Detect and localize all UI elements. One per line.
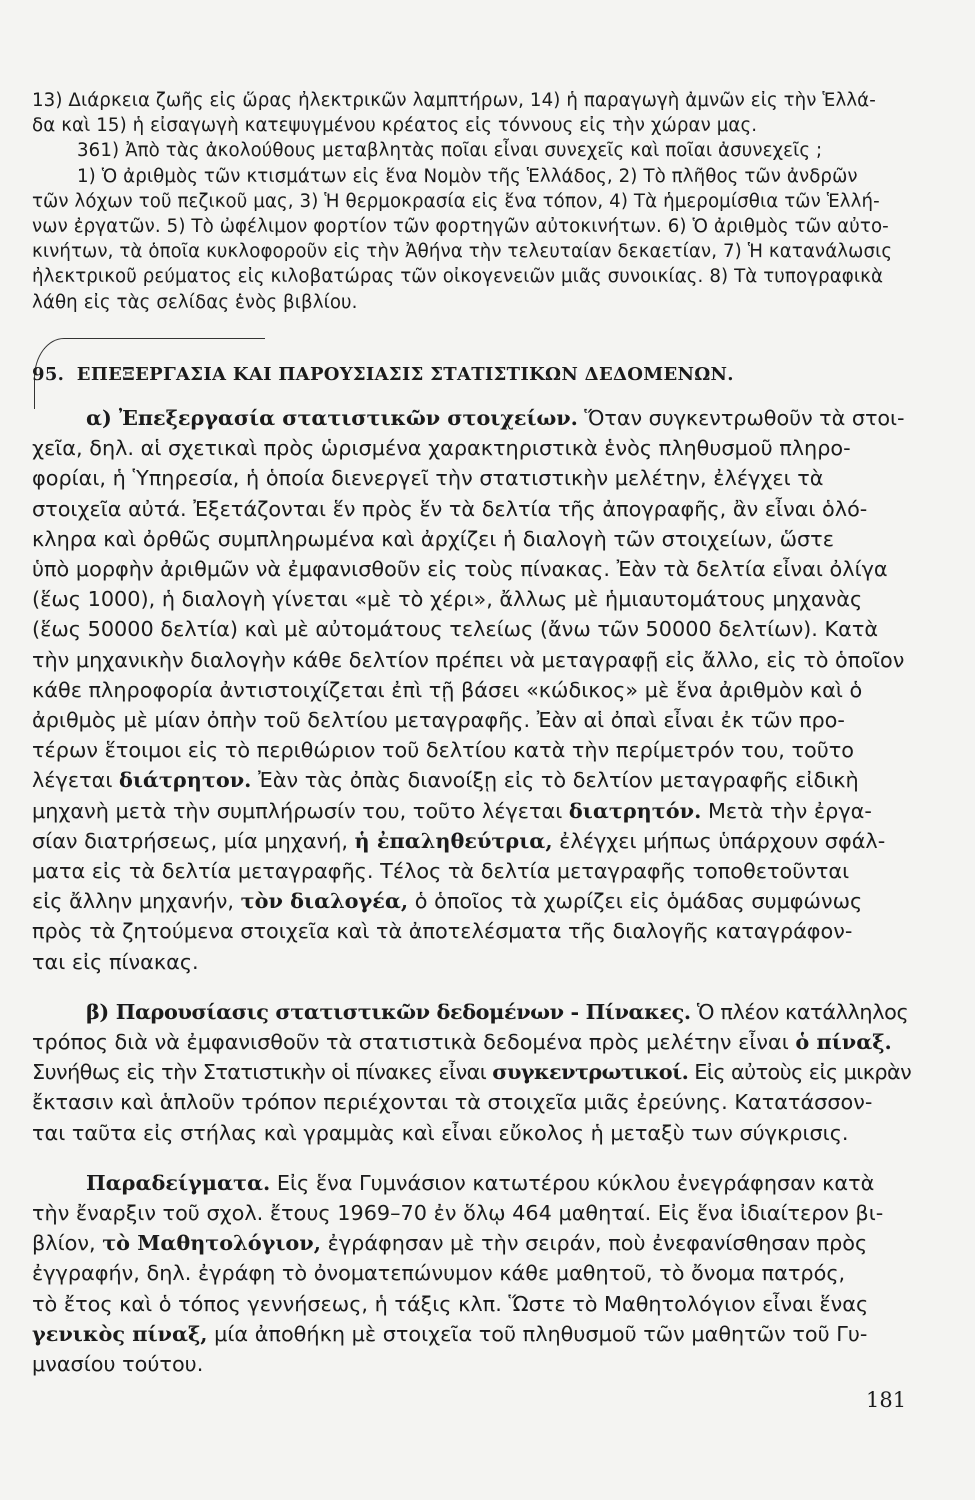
- text-line: 1) Ὁ ἀριθμὸς τῶν κτισμάτων εἰς ἕνα Νομὸν τῆς Ἑλλάδος, 2) Τὸ πλῆθος τῶν ἀνδρῶν: [77, 165, 858, 187]
- text-line: χεῖα, δηλ. αἱ σχετικαὶ πρὸς ὡρισμένα χαρακτηριστικὰ ἑνὸς πληθυσμοῦ πληρο-: [32, 436, 851, 461]
- body-text: [32, 403, 912, 1379]
- text-line: α) Ἐπεξεργασία στατιστικῶν στοιχείων. Ὅταν συγκεντρωθοῦν τὰ στοι-: [86, 405, 905, 430]
- text-line: λέγεται διάτρητον. Ἐὰν τὰς ὀπὰς διανοίξῃ εἰς τὸ δελτίον μεταγραφῆς εἰδικὴ: [32, 767, 859, 793]
- term-epalitheftria: ἡ ἐπαληθεύτρια,: [354, 827, 553, 853]
- text-line: στοιχεῖα αὐτά. Ἐξετάζονται ἕν πρὸς ἕν τὰ δελτία τῆς ἀπογραφῆς, ἂν εἶναι ὁλό-: [32, 496, 868, 521]
- text-line: Συνήθως εἰς τὴν Στατιστικὴν οἱ πίνακες εἶναι συγκεντρωτικοί. Εἰς αὐτοὺς εἰς μικρὰν: [32, 1059, 912, 1085]
- text-line: τὴν μηχανικὴν διαλογὴν κάθε δελτίον πρέπει νὰ μεταγραφῇ εἰς ἄλλο, εἰς τὸ ὁποῖον: [32, 647, 905, 672]
- term-diatriton: διάτρητον.: [118, 767, 252, 793]
- section-title: ΕΠΕΞΕΡΓΑΣΙΑ ΚΑΙ ΠΑΡΟΥΣΙΑΣΙΣ ΣΤΑΤΙΣΤΙΚΩΝ ΔΕΔΟΜΕΝΩΝ.: [76, 364, 734, 385]
- text-line: σίαν διατρήσεως, μία μηχανή, ἡ ἐπαληθεύτρια, ἐλέγχει μήπως ὑπάρχουν σφάλ-: [32, 827, 886, 853]
- text-line: ἔκτασιν καὶ ἁπλοῦν τρόπον περιέχονται τὰ στοιχεῖα μιᾶς ἐρεύνης. Κατατάσσον-: [32, 1090, 873, 1115]
- text-line: τέρων ἕτοιμοι εἰς τὸ περιθώριον τοῦ δελτίου κατὰ τὴν περίμετρόν του, τοῦτο: [32, 738, 855, 763]
- text-line: ματα εἰς τὰ δελτία μεταγραφῆς. Τέλος τὰ δελτία μεταγραφῆς τοποθετοῦνται: [32, 859, 850, 884]
- term-pinax: ὁ πίναξ.: [795, 1029, 892, 1055]
- text-line: β) Παρουσίασις στατιστικῶν δεδομένων - Πίνακες. Ὁ πλέον κατάλληλος: [86, 998, 909, 1024]
- text-line: εἰς ἄλλην μηχανήν, τὸν διαλογέα, ὁ ὁποῖος τὰ χωρίζει εἰς ὁμάδας συμφώνως: [32, 888, 863, 914]
- text-line: δα καὶ 15) ἡ εἰσαγωγὴ κατεψυγμένου κρέατος εἰς τόννους εἰς τὴν χώραν μας.: [32, 115, 758, 137]
- text-line: ται ταῦτα εἰς στήλας καὶ γραμμὰς καὶ εἶναι εὔκολος ἡ μεταξὺ των σύγκρισις.: [32, 1120, 849, 1145]
- question-361: 361) Ἀπὸ τὰς ἀκολούθους μεταβλητὰς ποῖαι εἶναι συνεχεῖς καὶ ποῖαι ἀσυνεχεῖς ;: [77, 140, 823, 162]
- text-line: πρὸς τὰ ζητούμενα στοιχεῖα καὶ τὰ ἀποτελέσματα τῆς διαλογῆς καταγράφον-: [32, 919, 853, 944]
- text-line: μηχανὴ μετὰ τὴν συμπλήρωσίν του, τοῦτο λέγεται διατρητόν. Μετὰ τὴν ἐργα-: [32, 797, 872, 823]
- text-line: τὴν ἔναρξιν τοῦ σχολ. ἔτους 1969–70 ἐν ὅλῳ 464 μαθηταί. Εἰς ἕνα ἰδιαίτερον βι-: [32, 1201, 884, 1226]
- text-line: (ἕως 1000), ἡ διαλογὴ γίνεται «μὲ τὸ χέρι», ἄλλως μὲ ἡμιαυτομάτους μηχανὰς: [32, 587, 863, 612]
- term-synkentrotikoi: συγκεντρωτικοί.: [492, 1059, 689, 1085]
- text-line: κάθε πληροφορία ἀντιστοιχίζεται ἐπὶ τῇ βάσει «κώδικος» μὲ ἕνα ἀριθμὸν καὶ ὁ: [32, 677, 863, 702]
- text-line: ται εἰς πίνακας.: [32, 949, 199, 974]
- term-genikos-pinax: γενικὸς πίναξ,: [32, 1320, 208, 1346]
- subsection-a-heading: α) Ἐπεξεργασία στατιστικῶν στοιχείων.: [86, 405, 578, 430]
- text-line: φορίαι, ἡ Ὑπηρεσία, ἡ ὁποία διενεργεῖ τὴν στατιστικὴν μελέτην, ἐλέγχει τὰ: [32, 466, 824, 491]
- page-number: 181: [866, 1388, 907, 1412]
- text-line: λάθη εἰς τὰς σελίδας ἑνὸς βιβλίου.: [32, 291, 358, 313]
- text-line: ἐγγραφήν, δηλ. ἐγράφη τὸ ὀνοματεπώνυμον κάθε μαθητοῦ, τὸ ὄνομα πατρός,: [32, 1261, 846, 1286]
- text-line: ἀριθμὸς μὲ μίαν ὀπὴν τοῦ δελτίου μεταγραφῆς. Ἐὰν αἱ ὀπαὶ εἶναι ἐκ τῶν προ-: [32, 708, 845, 733]
- text-line: ἠλεκτρικοῦ ρεύματος εἰς κιλοβατώρας τῶν οἰκογενειῶν μιᾶς συνοικίας. 8) Τὰ τυπογραφικὰ: [32, 266, 884, 288]
- text-line: γενικὸς πίναξ, μία ἀποθήκη μὲ στοιχεῖα τοῦ πληθυσμοῦ τῶν μαθητῶν τοῦ Γυ-: [32, 1320, 868, 1346]
- text-line: βλίον, τὸ Μαθητολόγιον, ἐγράφησαν μὲ τὴν σειράν, ποὺ ἐνεφανίσθησαν πρὸς: [32, 1230, 868, 1256]
- text-line: (ἕως 50000 δελτία) καὶ μὲ αὐτομάτους τελείως (ἄνω τῶν 50000 δελτίων). Κατὰ: [32, 617, 879, 642]
- section-number: 95.: [32, 364, 65, 385]
- text-line: κινήτων, τὰ ὁποῖα κυκλοφοροῦν εἰς τὴν Ἀθήνα τὴν τελευταίαν δεκαετίαν, 7) Ἡ κατανάλωσις: [32, 241, 893, 263]
- text-line: τὸ ἔτος καὶ ὁ τόπος γεννήσεως, ἡ τάξις κλπ. Ὥστε τὸ Μαθητολόγιον εἶναι ἕνας: [32, 1291, 869, 1316]
- term-diatriton-2: διατρητόν.: [568, 797, 702, 823]
- text-line: 13) Διάρκεια ζωῆς εἰς ὥρας ἠλεκτρικῶν λαμπτήρων, 14) ἡ παραγωγὴ ἀμνῶν εἰς τὴν Ἑλλά-: [32, 90, 876, 111]
- text-line: κληρα καὶ ὀρθῶς συμπληρωμένα καὶ ἀρχίζει ἡ διαλογὴ τῶν στοιχείων, ὥστε: [32, 526, 834, 551]
- text-line: τρόπος διὰ νὰ ἐμφανισθοῦν τὰ στατιστικὰ δεδομένα πρὸς μελέτην εἶναι ὁ πίναξ.: [32, 1029, 892, 1055]
- text-line: ὑπὸ μορφὴν ἀριθμῶν νὰ ἐμφανισθοῦν εἰς τοὺς πίνακας. Ἐὰν τὰ δελτία εἶναι ὀλίγα: [32, 557, 888, 582]
- subsection-b-heading: β) Παρουσίασις στατιστικῶν δεδομένων - Πίνακες.: [86, 998, 691, 1024]
- text-line: μνασίου τούτου.: [32, 1352, 204, 1377]
- term-dialogea: τὸν διαλογέα,: [240, 888, 409, 914]
- term-mathitologion: τὸ Μαθητολόγιον,: [102, 1230, 321, 1256]
- text-line: Παραδείγματα. Εἰς ἕνα Γυμνάσιον κατωτέρου κύκλου ἐνεγράφησαν κατὰ: [86, 1169, 875, 1195]
- section-heading: [32, 364, 734, 385]
- text-line: τῶν λόχων τοῦ πεζικοῦ μας, 3) Ἡ θερμοκρασία εἰς ἕνα τόπον, 4) Τὰ ἡμερομίσθια τῶν Ἑλλή-: [32, 190, 880, 212]
- text-line: νων ἐργατῶν. 5) Τὸ ὠφέλιμον φορτίον τῶν φορτηγῶν αὐτοκινήτων. 6) Ὁ ἀριθμὸς τῶν αὐτο-: [32, 216, 889, 238]
- exercise-block: [32, 88, 904, 315]
- examples-heading: Παραδείγματα.: [86, 1169, 271, 1195]
